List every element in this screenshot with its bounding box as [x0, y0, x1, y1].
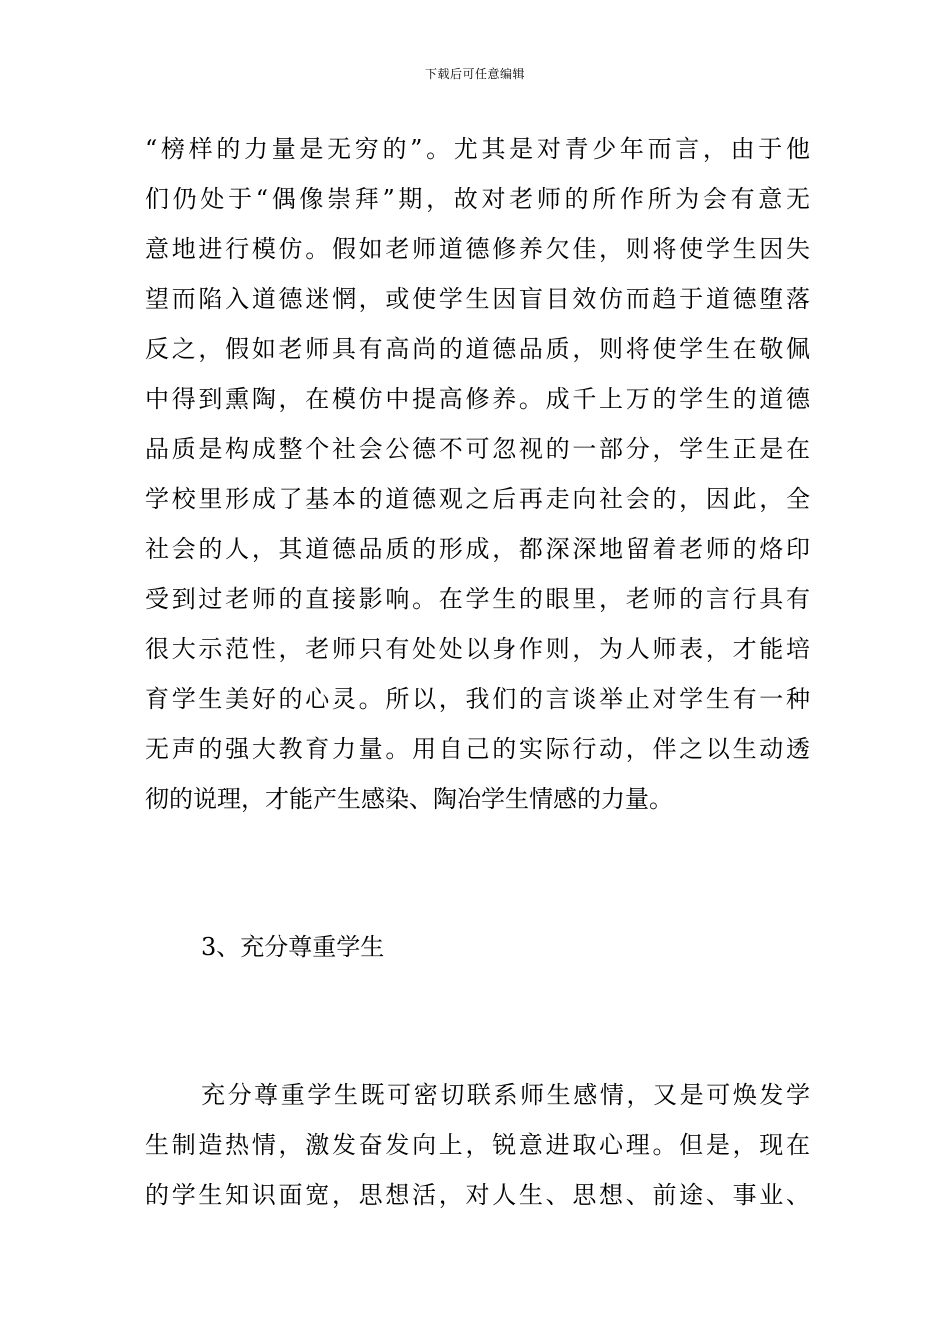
paragraph-line: 无声的强大教育力量。用自己的实际行动，伴之以生动透 — [145, 735, 810, 763]
paragraph-line: 育学生美好的心灵。所以，我们的言谈举止对学生有一种 — [145, 685, 810, 713]
paragraph-line: 中得到熏陶，在模仿中提高修养。成千上万的学生的道德 — [145, 385, 810, 413]
paragraph-line: 反之，假如老师具有高尚的道德品质，则将使学生在敬佩 — [145, 335, 810, 363]
paragraph-line: 意地进行模仿。假如老师道德修养欠佳，则将使学生因失 — [145, 235, 810, 263]
paragraph-line: 生制造热情，激发奋发向上，锐意进取心理。但是，现在 — [145, 1131, 810, 1159]
paragraph-line: 的学生知识面宽，思想活，对人生、思想、前途、事业、 — [145, 1181, 810, 1209]
paragraph-line: 望而陷入道德迷惘，或使学生因盲目效仿而趋于道德堕落 — [145, 285, 810, 313]
paragraph-line: 学校里形成了基本的道德观之后再走向社会的，因此，全 — [145, 485, 810, 513]
paragraph-line: 受到过老师的直接影响。在学生的眼里，老师的言行具有 — [145, 585, 810, 613]
section-heading: 3、充分尊重学生 — [201, 933, 385, 961]
paragraph-line: 品质是构成整个社会公德不可忽视的一部分，学生正是在 — [145, 435, 810, 463]
paragraph-line: 彻的说理，才能产生感染、陶冶学生情感的力量。 — [145, 785, 673, 813]
paragraph-line: 社会的人，其道德品质的形成，都深深地留着老师的烙印 — [145, 535, 810, 563]
paragraph-line: 充分尊重学生既可密切联系师生感情，又是可焕发学 — [201, 1081, 810, 1109]
paragraph-line: 很大示范性，老师只有处处以身作则，为人师表，才能培 — [145, 635, 810, 663]
paragraph-line: “榜样的力量是无穷的”。尤其是对青少年而言，由于他 — [145, 135, 810, 163]
page-header: 下载后可任意编辑 — [424, 67, 525, 81]
paragraph-line: 们仍处于“偶像崇拜”期，故对老师的所作所为会有意无 — [145, 185, 810, 213]
